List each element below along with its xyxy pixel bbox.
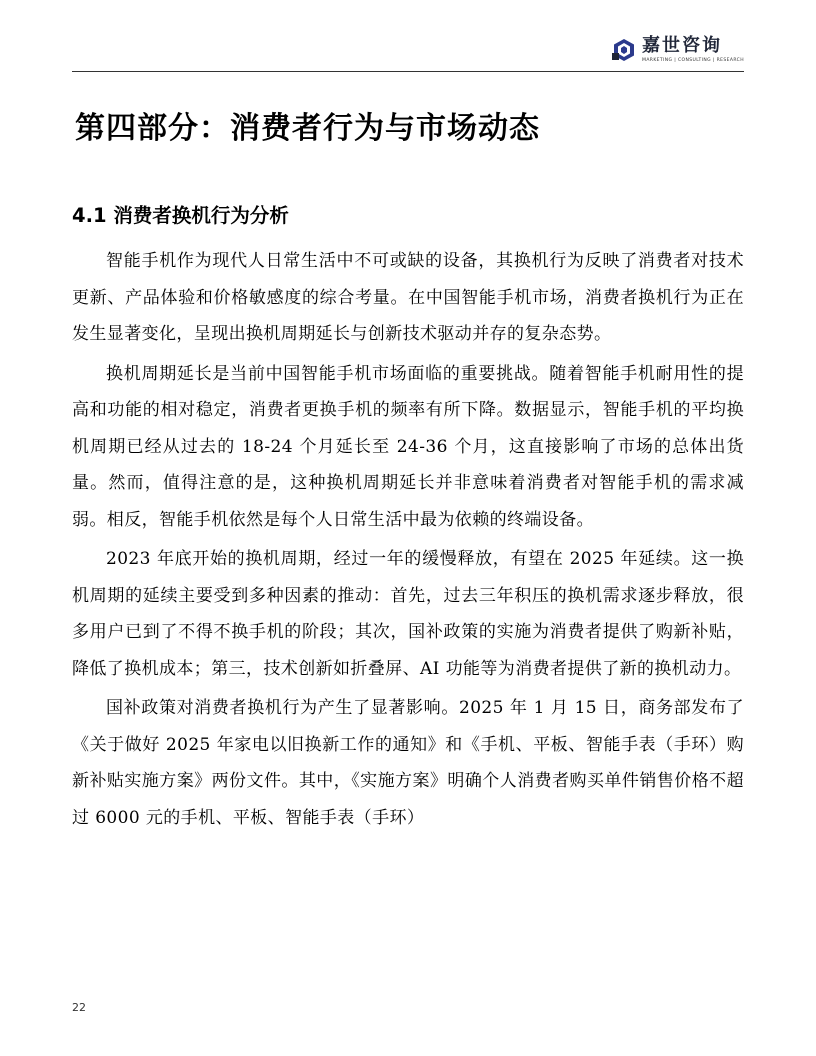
header-divider [72,71,744,72]
body-text [72,243,744,836]
chapter-title: 第四部分：消费者行为与市场动态 [75,111,540,146]
paragraph: 国补政策对消费者换机行为产生了显著影响。2025 年 1 月 15 日，商务部发布了《关于做好 2025 年家电以旧换新工作的通知》和《手机、平板、智能手表（手环）购新补贴实施方案》两份文件。其中，《实施方案》明确个人消费者购买单件销售价格不超过 6000 元的手机、平板、智能手表（手环） [72,698,744,828]
paragraph: 换机周期延长是当前中国智能手机市场面临的重要挑战。随着智能手机耐用性的提高和功能的相对稳定，消费者更换手机的频率有所下降。数据显示，智能手机的平均换机周期已经从过去的 18-24 个月延长至 24-36 个月，这直接影响了市场的总体出货量。然而，值得注意的是，这种换机周期延长并非意味着消费者对智能手机的需求减弱。相反，智能手机依然是每个人日常生活中最为依赖的终端设备。 [72,363,744,530]
section-title: 4.1 消费者换机行为分析 [72,204,289,227]
brand [612,36,744,70]
paragraph: 智能手机作为现代人日常生活中不可或缺的设备，其换机行为反映了消费者对技术更新、产品体验和价格敏感度的综合考量。在中国智能手机市场，消费者换机行为正在发生显著变化，呈现出换机周期延长与创新技术驱动并存的复杂态势。 [72,251,744,344]
brand-tagline: MARKETING | CONSULTING | RESEARCH [642,58,744,63]
page-number: 22 [72,1001,86,1014]
brand-text [642,36,744,63]
page-header [72,28,744,72]
brand-logo-icon [612,38,636,62]
paragraph: 2023 年底开始的换机周期，经过一年的缓慢释放，有望在 2025 年延续。这一换机周期的延续主要受到多种因素的推动：首先，过去三年积压的换机需求逐步释放，很多用户已到了不得不换手机的阶段；其次，国补政策的实施为消费者提供了购新补贴，降低了换机成本；第三，技术创新如折叠屏、AI 功能等为消费者提供了新的换机动力。 [72,549,744,679]
brand-name: 嘉世咨询 [642,35,723,56]
